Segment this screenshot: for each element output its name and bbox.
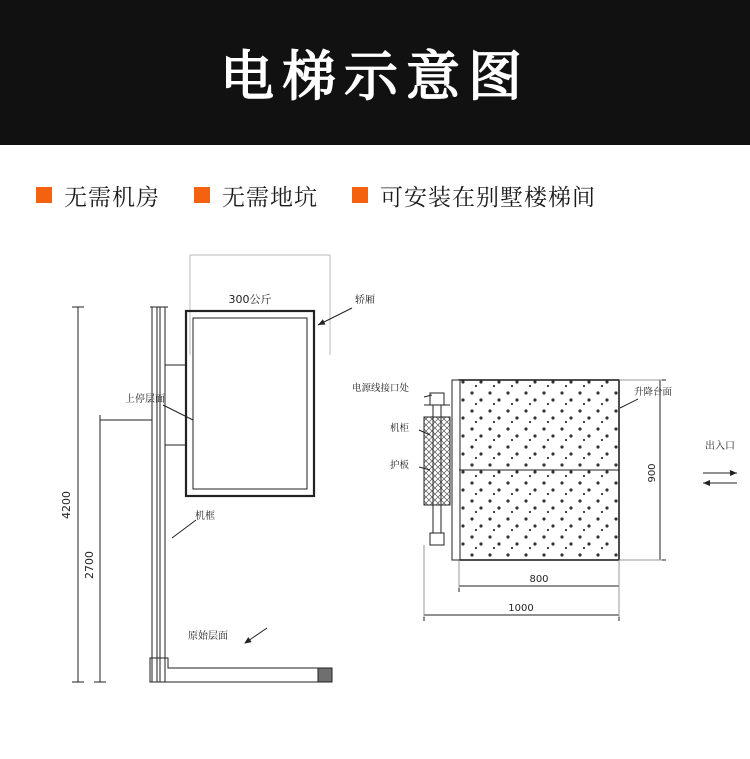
feature-list [0,145,750,245]
feature-label: 无需地坑 [222,184,318,211]
square-bullet-icon [194,187,210,203]
label-entrance: 出入口 [705,441,735,452]
dim-platform-width: 800 [529,574,549,585]
feature-label: 可安装在别墅楼梯间 [380,184,596,211]
feature-item [352,179,596,212]
square-bullet-icon [352,187,368,203]
square-bullet-icon [36,187,52,203]
label-ground-floor: 原始层面 [188,631,228,642]
feature-item [36,179,160,212]
feature-item [194,179,318,212]
technical-drawing [0,245,750,759]
header-banner [0,0,750,145]
label-frame: 机框 [195,511,215,522]
elevation-view [60,255,375,682]
label-machine-cabinet: 机柜 [390,423,410,434]
label-power-inlet: 电源线接口处 [352,383,410,394]
dim-total-height: 4200 [60,491,73,519]
dim-travel-height: 2700 [83,551,96,579]
dim-overall-width: 1000 [508,603,534,614]
feature-label: 无需机房 [64,184,160,211]
label-guard-plate: 护板 [390,460,410,471]
plan-view [352,380,737,621]
dim-platform-depth: 900 [647,463,658,483]
label-capacity: 300公斤 [228,293,272,306]
label-platform-surface: 升降台面 [634,387,673,398]
page-title: 电梯示意图 [220,45,530,108]
label-upper-floor: 上停层面 [125,394,165,405]
label-cabin: 轿厢 [355,295,375,306]
